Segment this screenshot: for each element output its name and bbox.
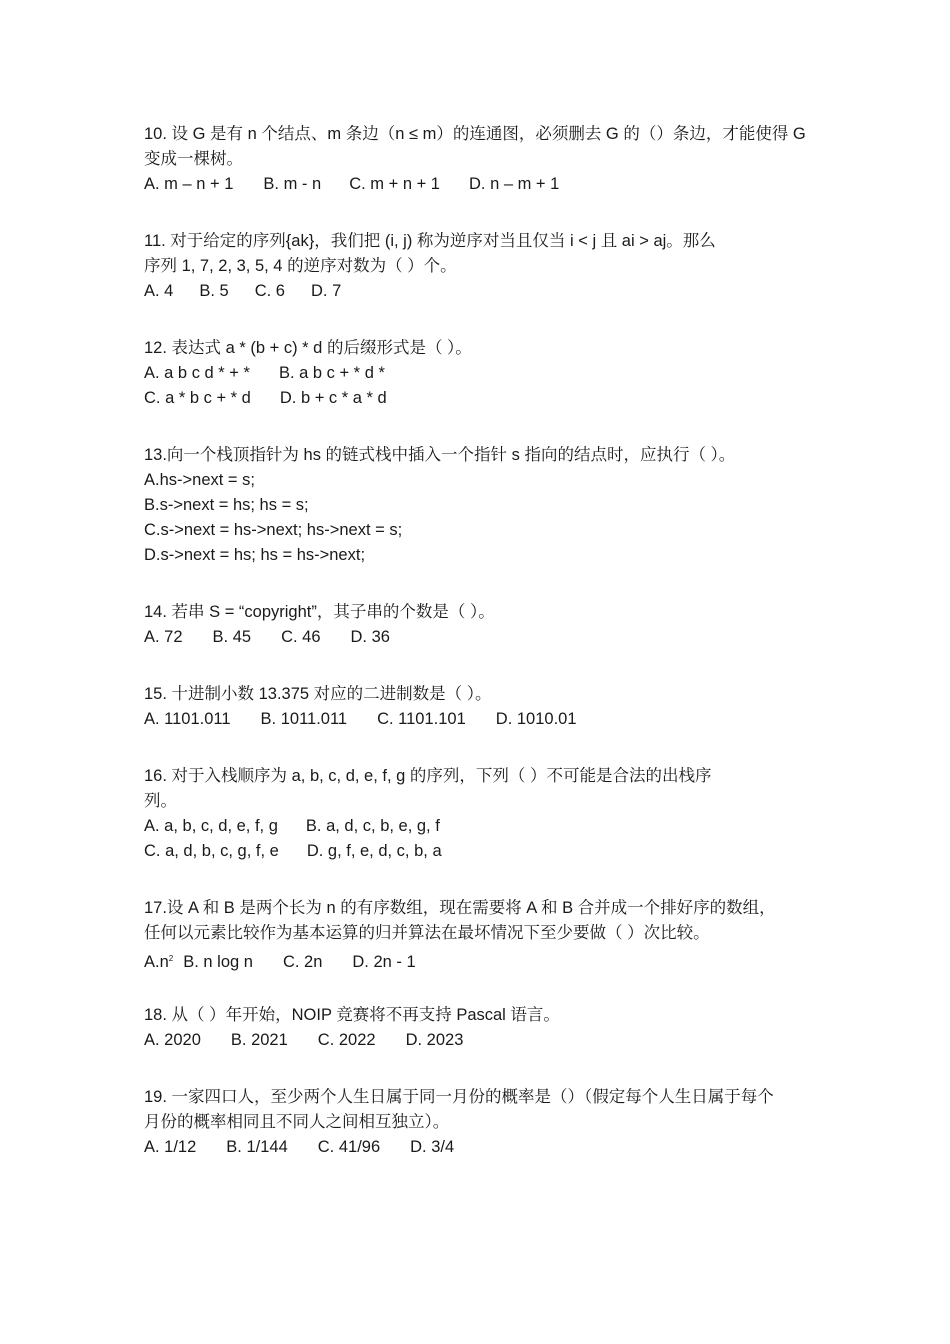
option-a-base: A.n [144,953,169,971]
option-a: A. 1101.011 [144,710,231,728]
document-page [144,122,824,1192]
option-d: D. 36 [350,628,390,646]
option-a: A. 4 [144,282,174,300]
question-text: 10. 设 G 是有 n 个结点、m 条边（n ≤ m）的连通图，必须删去 G 的（）条边，才能使得 G [144,125,806,143]
question-19 [144,1085,824,1160]
options-row [144,707,824,732]
option-b: B.s->next = hs; hs = s; [144,496,309,514]
option-c: C. 2022 [317,1031,376,1049]
question-13 [144,443,824,568]
options-row [144,839,824,864]
option-b: B. n log n [183,953,253,971]
option-d: D. 2n - 1 [352,953,416,971]
question-11 [144,229,824,304]
option-c: C. a * b c + * d [144,389,251,407]
question-16 [144,764,824,864]
option-d: D. 3/4 [410,1138,455,1156]
option-c: C. m + n + 1 [349,175,440,193]
option-b: B. 2021 [230,1031,288,1049]
question-text: 13.向一个栈顶指针为 hs 的链式栈中插入一个指针 s 指向的结点时，应执行（ ）。 [144,446,736,464]
question-text: 17.设 A 和 B 是两个长为 n 的有序数组，现在需要将 A 和 B 合并成一个排好序的数组， [144,899,776,917]
question-text: 19. 一家四口人，至少两个人生日属于同一月份的概率是（）（假定每个人生日属于每个 [144,1088,774,1106]
options-row [144,386,824,411]
question-text: 变成一棵树。 [144,150,243,168]
option-a: A. a b c d * + * [144,364,250,382]
question-text: 15. 十进制小数 13.375 对应的二进制数是（ ）。 [144,685,492,703]
option-a: A. 72 [144,628,183,646]
option-b: B. 1/144 [226,1138,288,1156]
question-text: 12. 表达式 a * (b + c) * d 的后缀形式是（ ）。 [144,339,472,357]
option-c: C. 46 [281,628,321,646]
question-12 [144,336,824,411]
option-c: C. a, d, b, c, g, f, e [144,842,279,860]
options-row [144,625,824,650]
options-row [144,1028,824,1053]
question-10 [144,122,824,197]
question-17 [144,896,824,971]
options-row [144,946,824,971]
option-c: C. 1101.101 [377,710,466,728]
question-14 [144,600,824,650]
question-text: 列。 [144,792,177,810]
question-text: 18. 从（ ）年开始，NOIP 竞赛将不再支持 Pascal 语言。 [144,1006,560,1024]
option-a: A. 1/12 [144,1138,197,1156]
options-row [144,1135,824,1160]
option-c: C. 6 [254,282,285,300]
option-c: C. 2n [282,953,323,971]
question-text: 序列 1, 7, 2, 3, 5, 4 的逆序对数为（ ）个。 [144,257,457,275]
option-d: D. 2023 [405,1031,464,1049]
option-d: D. g, f, e, d, c, b, a [306,842,442,860]
option-a: A.hs->next = s; [144,471,255,489]
option-d: D. 1010.01 [495,710,577,728]
question-text: 月份的概率相同且不同人之间相互独立）。 [144,1113,450,1131]
option-c: C.s->next = hs->next; hs->next = s; [144,521,403,539]
question-text: 11. 对于给定的序列{ak}，我们把 (i, j) 称为逆序对当且仅当 i < j 且 ai > aj。那么 [144,232,716,250]
option-b: B. 5 [199,282,229,300]
option-b: B. 45 [212,628,252,646]
options-row [144,172,824,197]
option-c: C. 41/96 [317,1138,381,1156]
question-text: 16. 对于入栈顺序为 a, b, c, d, e, f, g 的序列，下列（ ）不可能是合法的出栈序 [144,767,712,785]
superscript: 2 [168,954,174,963]
option-d: D. 7 [310,282,342,300]
options-row [144,814,824,839]
option-d: D.s->next = hs; hs = hs->next; [144,546,366,564]
options-row [144,279,824,304]
question-15 [144,682,824,732]
option-d: D. n – m + 1 [468,175,560,193]
option-a: A. 2020 [144,1031,201,1049]
option-a: A. m – n + 1 [144,175,234,193]
option-d: D. b + c * a * d [279,389,387,407]
option-b: B. a, d, c, b, e, g, f [305,817,440,835]
option-b: B. m - n [263,175,322,193]
question-text: 14. 若串 S = “copyright”，其子串的个数是（ ）。 [144,603,495,621]
question-text: 任何以元素比较作为基本运算的归并算法在最坏情况下至少要做（ ）次比较。 [144,924,710,942]
option-b: B. 1011.011 [260,710,348,728]
option-a [144,946,173,975]
options-row [144,361,824,386]
question-18 [144,1003,824,1053]
option-b: B. a b c + * d * [278,364,385,382]
option-a: A. a, b, c, d, e, f, g [144,817,278,835]
